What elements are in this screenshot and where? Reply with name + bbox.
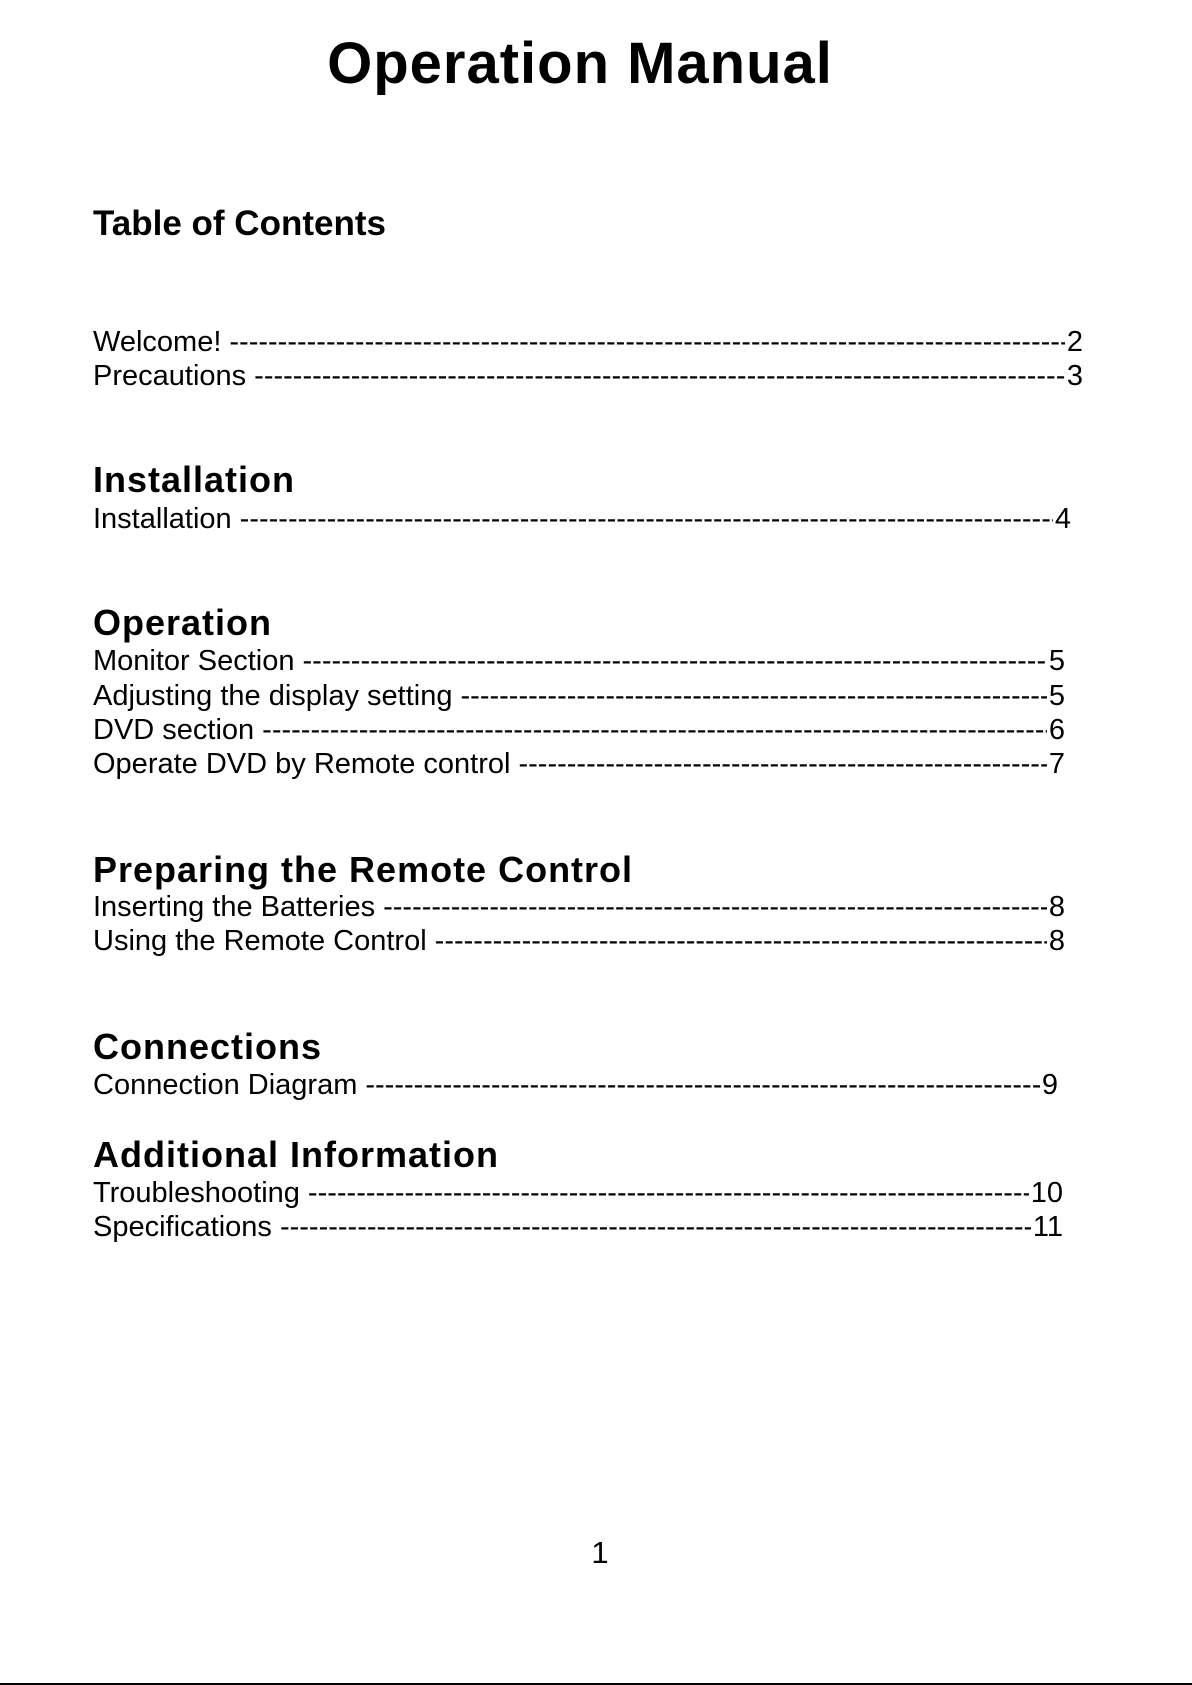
toc-entry-label: Monitor Section — [93, 645, 295, 677]
dot-leader — [383, 890, 1047, 924]
toc-entry-label: Welcome! — [93, 326, 222, 358]
toc-entry-page: 2 — [1066, 326, 1083, 358]
toc-entry-dvd-section[interactable] — [93, 713, 1065, 747]
section-title-operation: Operation — [93, 602, 273, 643]
section-title-connections: Connections — [93, 1026, 323, 1067]
toc-entry-label: DVD section — [93, 714, 255, 746]
toc-entry-adjusting-display[interactable] — [93, 679, 1065, 713]
dot-leader — [240, 502, 1053, 536]
toc-entry-page: 8 — [1048, 925, 1065, 957]
toc-entry-label: Precautions — [93, 360, 247, 392]
toc-entry-label: Inserting the Batteries — [93, 891, 376, 923]
dot-leader — [461, 679, 1047, 713]
dot-leader — [435, 924, 1047, 958]
toc-heading: Table of Contents — [93, 204, 386, 243]
toc-entry-label: Specifications — [93, 1211, 272, 1243]
toc-entry-page: 3 — [1066, 360, 1083, 392]
toc-entry-label: Adjusting the display setting — [93, 680, 453, 712]
dot-leader — [229, 325, 1064, 359]
dot-leader — [303, 644, 1047, 678]
toc-entry-page: 4 — [1054, 503, 1071, 535]
toc-entry-monitor-section[interactable] — [93, 644, 1065, 678]
toc-entry-welcome[interactable] — [93, 325, 1083, 359]
dot-leader — [280, 1210, 1031, 1244]
toc-entry-page: 5 — [1048, 645, 1065, 677]
dot-leader — [518, 747, 1046, 781]
toc-entry-troubleshooting[interactable] — [93, 1176, 1063, 1210]
toc-entry-page: 11 — [1032, 1211, 1063, 1243]
page-number: 1 — [591, 1535, 609, 1570]
dot-leader — [254, 359, 1065, 393]
toc-entry-specifications[interactable] — [93, 1210, 1063, 1244]
toc-entry-page: 5 — [1048, 680, 1065, 712]
toc-entry-using-remote[interactable] — [93, 924, 1065, 958]
toc-entry-page: 10 — [1030, 1177, 1063, 1209]
dot-leader — [262, 713, 1047, 747]
dot-leader — [365, 1068, 1040, 1102]
document-title: Operation Manual — [327, 31, 833, 96]
toc-entry-page: 6 — [1048, 714, 1065, 746]
toc-entry-operate-dvd-remote[interactable] — [93, 747, 1065, 781]
section-title-additional-information: Additional Information — [93, 1134, 499, 1175]
toc-entry-installation[interactable] — [93, 502, 1071, 536]
section-title-installation: Installation — [93, 459, 296, 500]
toc-entry-label: Installation — [93, 503, 232, 535]
toc-entry-inserting-batteries[interactable] — [93, 890, 1065, 924]
toc-entry-precautions[interactable] — [93, 359, 1083, 393]
toc-entry-label: Troubleshooting — [93, 1177, 300, 1209]
toc-entry-connection-diagram[interactable] — [93, 1068, 1058, 1102]
section-title-preparing-remote: Preparing the Remote Control — [93, 849, 634, 890]
toc-entry-label: Using the Remote Control — [93, 925, 427, 957]
toc-entry-page: 8 — [1048, 891, 1065, 923]
dot-leader — [308, 1176, 1029, 1210]
toc-entry-page: 9 — [1041, 1069, 1058, 1101]
toc-entry-label: Connection Diagram — [93, 1069, 358, 1101]
toc-entry-page: 7 — [1048, 748, 1065, 780]
toc-entry-label: Operate DVD by Remote control — [93, 748, 511, 780]
